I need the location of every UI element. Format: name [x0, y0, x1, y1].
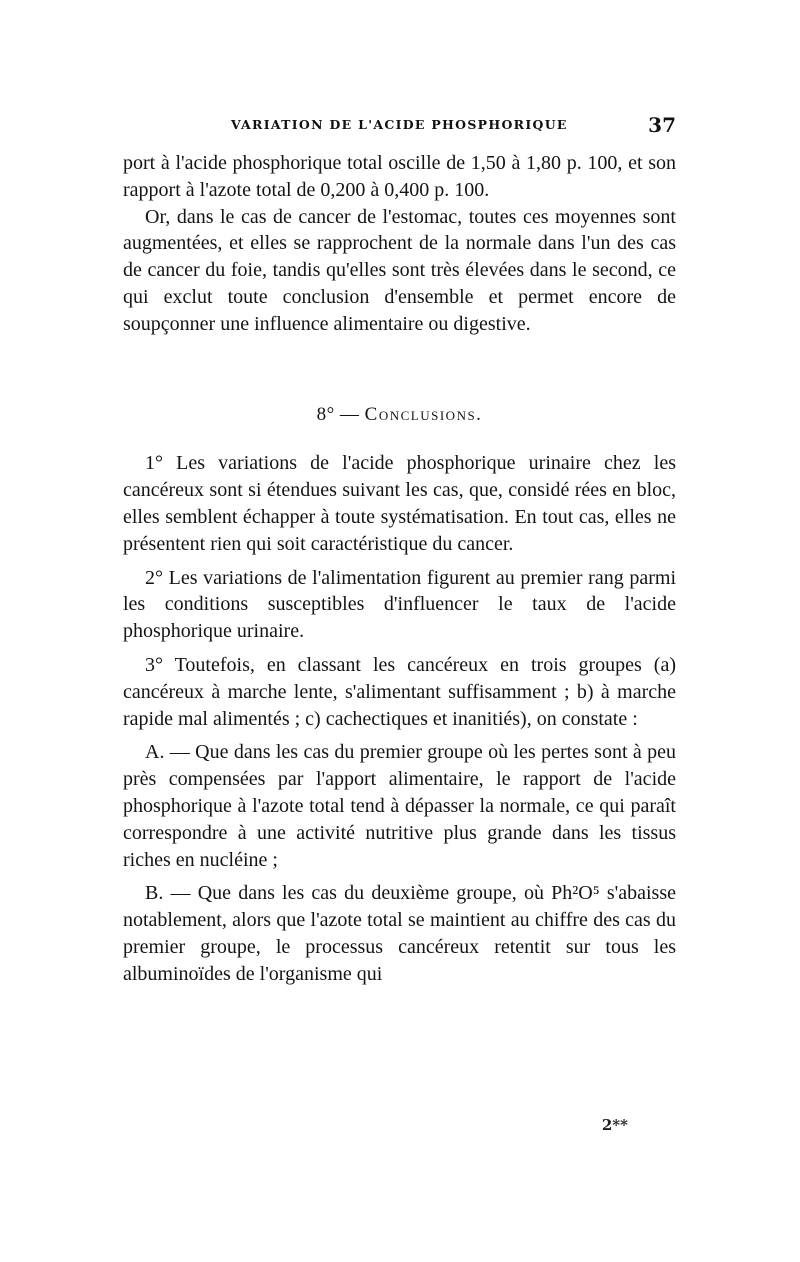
running-head — [123, 113, 676, 141]
conclusion-1: 1° Les variations de l'acide phosphorique urinaire chez les cancéreux sont si étendues suivant les cas, que, considé rées en bloc, elles semblent échapper à toute systématisation. En tout cas, elles ne présentent rien qui soit caractéristique du cancer. — [123, 452, 676, 555]
paragraph-continuation: port à l'acide phosphorique total oscille de 1,50 à 1,80 p. 100, et son rapport à l'azote total de 0,200 à 0,400 p. 100. — [123, 152, 676, 201]
conclusion-3: 3° Toutefois, en classant les cancéreux en trois groupes (a) cancéreux à marche lente, s'alimentant suffisamment ; b) à marche rapide mal alimentés ; c) cachectiques et inanitiés), on constate : — [123, 653, 676, 730]
body-text — [123, 150, 676, 988]
paragraph-or: Or, dans le cas de cancer de l'estomac, toutes ces moyennes sont augmentées, et elles se rapprochent de la normale dans l'un des cas de cancer du foie, tandis qu'elles sont très élevées dans le second, ce qui exclut toute conclusion d'ensemble et permet encore de soupçonner une influence alimentaire ou digestive. — [123, 205, 676, 335]
page-number: 37 — [648, 113, 676, 137]
conclusion-2: 2° Les variations de l'alimentation figurent au premier rang parmi les conditions susceptibles d'influencer le taux de l'acide phosphorique urinaire. — [123, 566, 676, 643]
running-head-title: VARIATION DE L'ACIDE PHOSPHORIQUE — [231, 117, 568, 132]
section-heading — [123, 402, 676, 429]
signature-mark: 2** — [601, 1116, 628, 1134]
conclusion-b: B. — Que dans les cas du deuxième groupe, où Ph²O⁵ s'abaisse notablement, alors que l'azote total se maintient au chiffre des cas du premier groupe, le processus cancéreux retentit sur tous les albuminoïdes de l'organisme qui — [123, 882, 676, 985]
section-title: Conclusions. — [364, 403, 483, 425]
section-dash: — — [339, 403, 360, 425]
book-page — [123, 0, 676, 1262]
section-number: 8° — [316, 403, 335, 425]
conclusion-a: A. — Que dans les cas du premier groupe où les pertes sont à peu près compensées par l'apport alimentaire, le rapport de l'acide phosphorique à l'azote total tend à dépasser la normale, ce qui paraît correspondre à une activité nutritive plus grande dans les tissus riches en nucléine ; — [123, 741, 676, 871]
